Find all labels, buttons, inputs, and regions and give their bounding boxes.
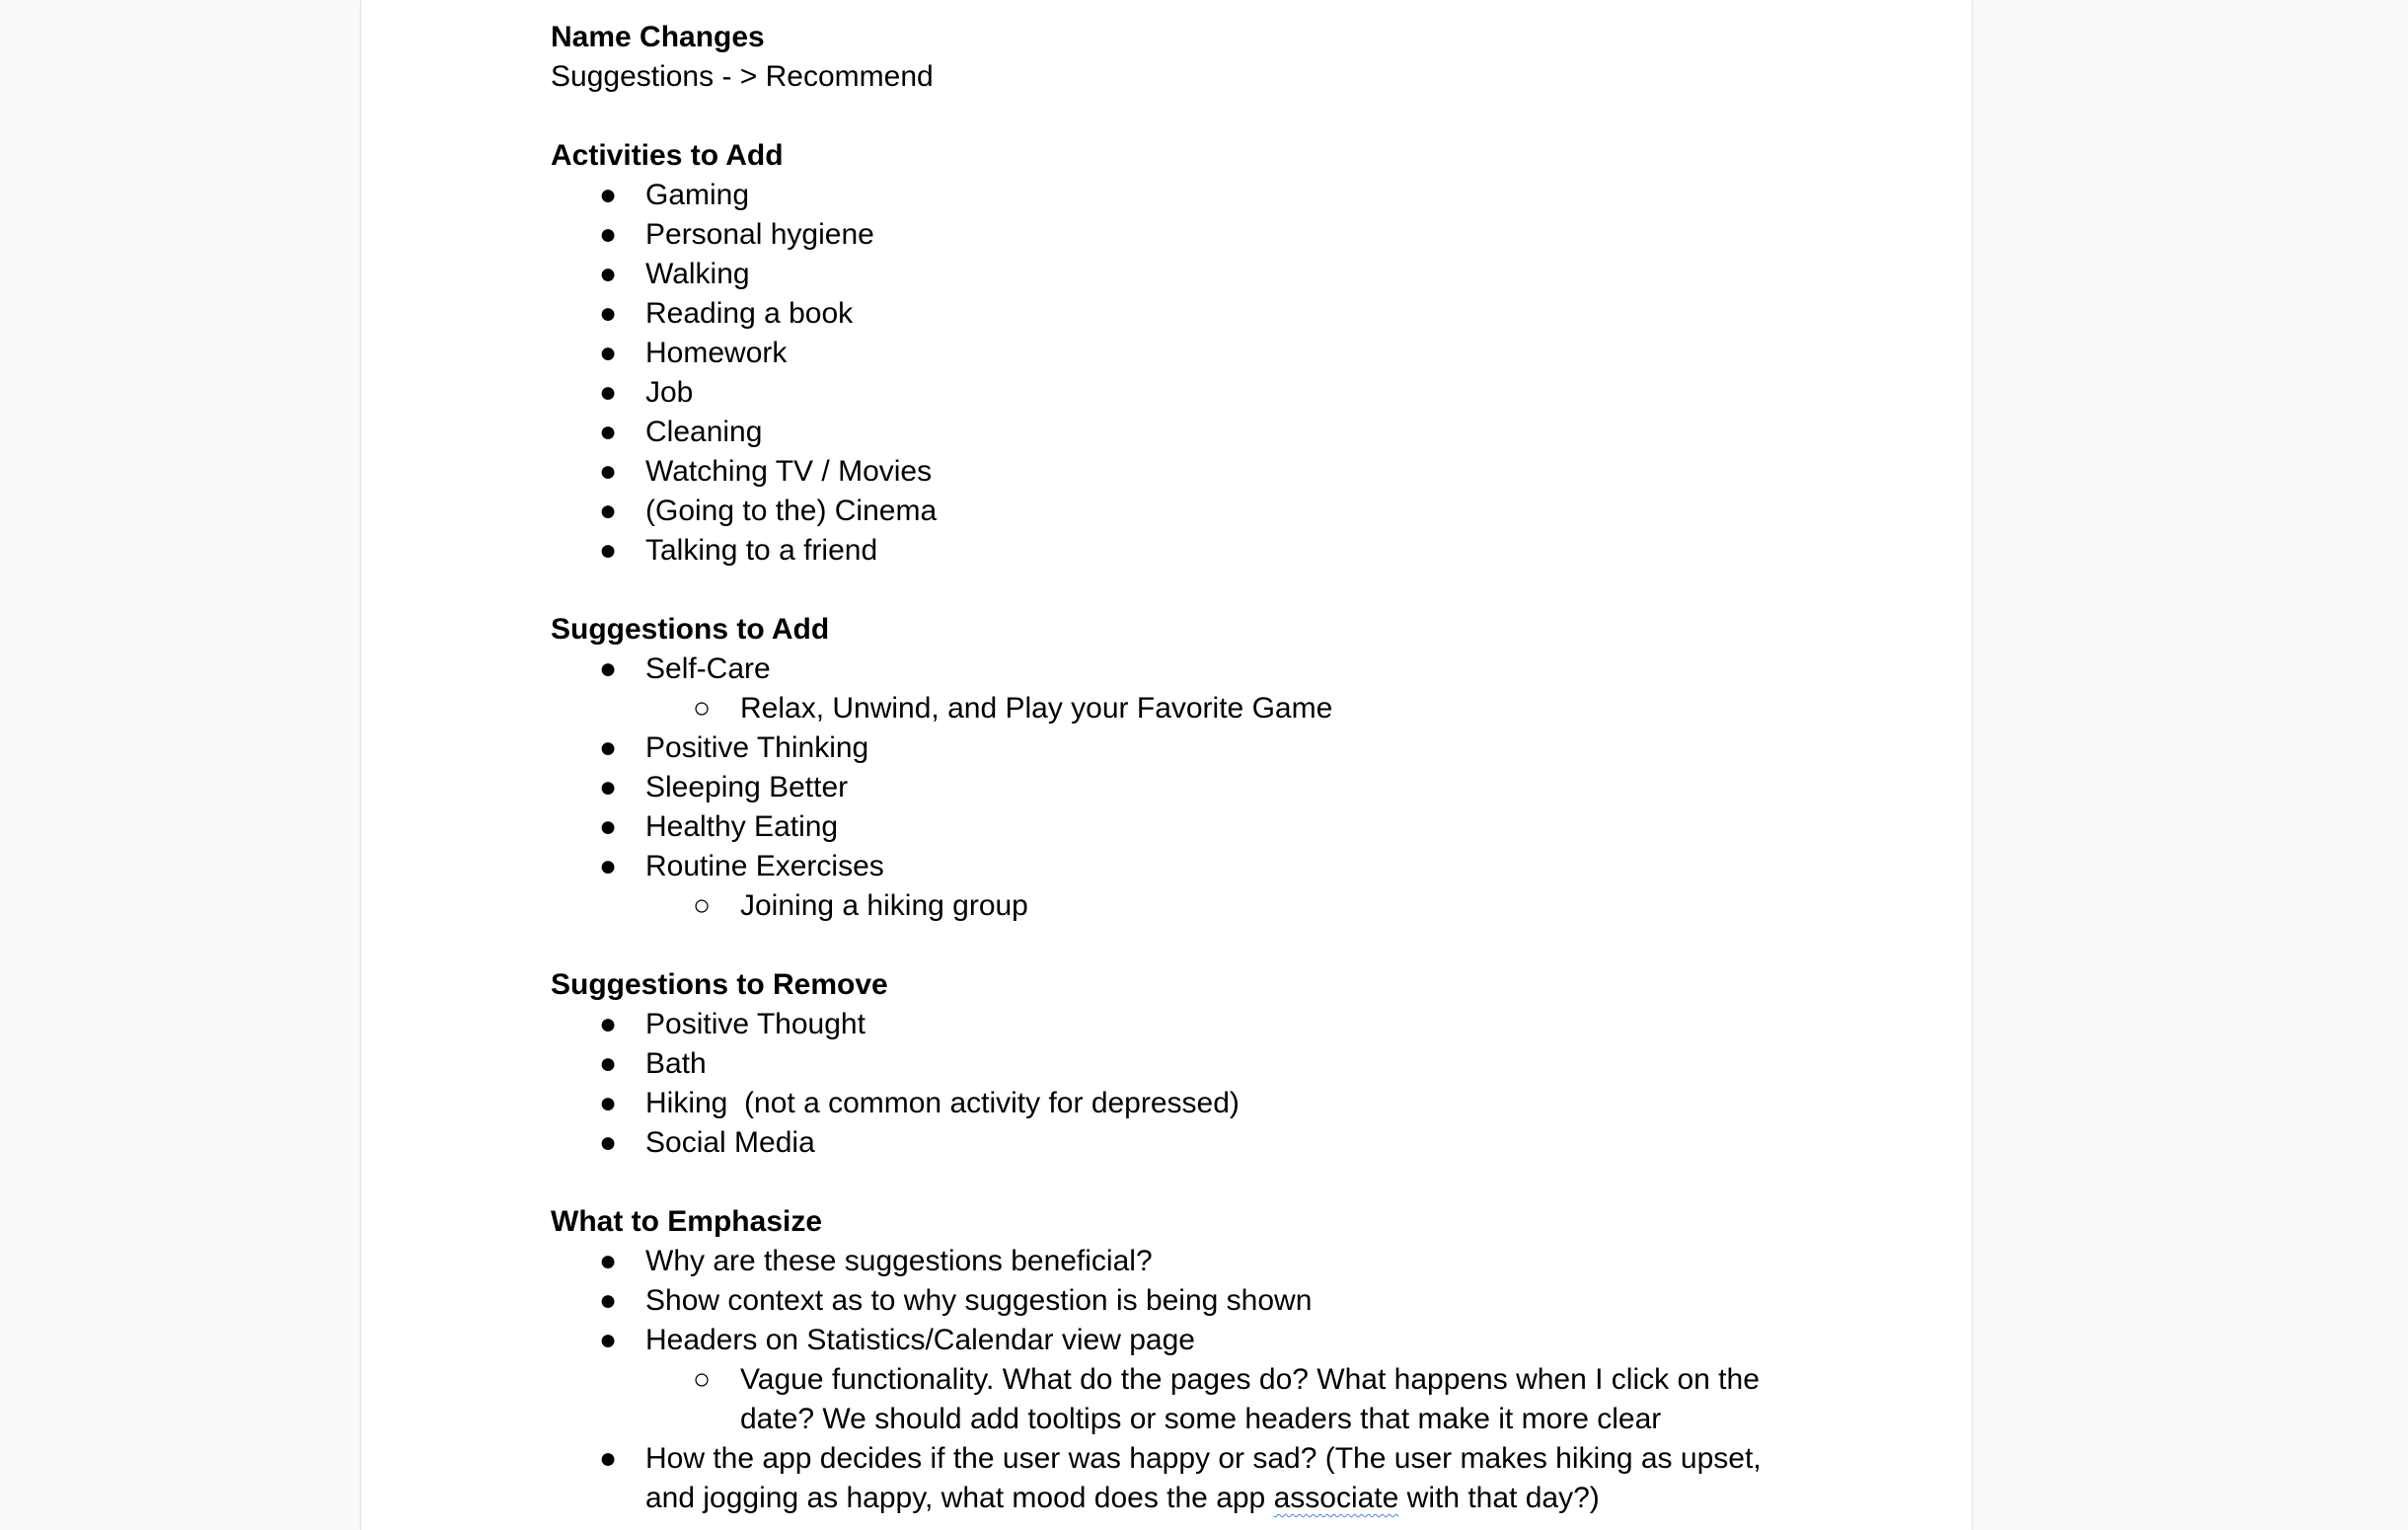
list-item [551, 492, 1834, 531]
bullet-icon: ● [598, 416, 618, 448]
list-item [551, 531, 1834, 571]
list-item-text: Positive Thought [645, 1008, 865, 1040]
bullet-icon: ● [598, 1442, 618, 1475]
list-item [551, 334, 1834, 373]
bullet-icon: ● [598, 1008, 618, 1040]
bullet-icon: ● [598, 810, 618, 843]
list-item-text: Watching TV / Movies [645, 455, 933, 488]
bullet-icon: ● [598, 337, 618, 369]
list-item-text: Personal hygiene [645, 218, 874, 251]
list-item [551, 1044, 1834, 1084]
bullet-icon: ● [598, 1126, 618, 1159]
list-item-text: Job [645, 376, 694, 409]
bullet-icon: ● [598, 771, 618, 803]
list-item-text: Reading a book [645, 297, 854, 330]
sub-list-item [551, 886, 1834, 926]
list-item [551, 768, 1834, 807]
list-item [551, 294, 1834, 334]
list-item-text: Why are these suggestions beneficial? [645, 1245, 1153, 1277]
emphasize-heading: What to Emphasize [551, 1205, 823, 1238]
list-item [551, 728, 1834, 768]
bullet-icon: ● [598, 731, 618, 764]
list-item-text: Positive Thinking [645, 731, 869, 764]
list-item [551, 1242, 1834, 1281]
sub-list-item-text: Relax, Unwind, and Play your Favorite Game [740, 692, 1333, 725]
sub-list-item-text: Joining a hiking group [740, 889, 1028, 922]
list-item [551, 807, 1834, 847]
bullet-icon: ● [598, 258, 618, 290]
list-item-text: Bath [645, 1047, 707, 1080]
list-item-text: Cleaning [645, 416, 763, 448]
list-item [551, 176, 1834, 215]
list-item-text: Headers on Statistics/Calendar view page [645, 1324, 1195, 1356]
bullet-icon: ● [598, 1284, 618, 1317]
list-item-text: Hiking (not a common activity for depressed) [645, 1087, 1240, 1119]
hollow-bullet-icon: ○ [692, 889, 712, 922]
document-page[interactable] [361, 0, 1972, 1530]
list-item-text: (Going to the) Cinema [645, 495, 938, 527]
list-item-text: Sleeping Better [645, 771, 849, 803]
suggestions-add-heading: Suggestions to Add [551, 613, 830, 646]
list-item [551, 1123, 1834, 1163]
list-item-text: Walking [645, 258, 750, 290]
sub-list-item [551, 1360, 1831, 1439]
list-item-text: Healthy Eating [645, 810, 839, 843]
list-item-text: Homework [645, 337, 788, 369]
list-item [551, 1084, 1834, 1123]
list-item [551, 1281, 1834, 1321]
list-item-text [645, 1442, 1762, 1514]
bullet-icon: ● [598, 534, 618, 567]
list-item [551, 452, 1834, 492]
list-item [551, 1321, 1834, 1360]
name-changes-line: Suggestions - > Recommend [551, 60, 934, 93]
sub-list-item [551, 689, 1834, 728]
list-item-text: Social Media [645, 1126, 815, 1159]
bullet-icon: ● [598, 376, 618, 409]
blank-line [551, 571, 1834, 610]
bullet-icon: ● [598, 297, 618, 330]
list-item-text: Self-Care [645, 652, 771, 685]
bullet-icon: ● [598, 1047, 618, 1080]
sub-list-item-text: Vague functionality. What do the pages do? What happens when I click on the date? We should add tooltips or some headers that make it more clear [740, 1363, 1760, 1435]
activities-heading: Activities to Add [551, 139, 784, 172]
list-item [551, 413, 1834, 452]
bullet-icon: ● [598, 1324, 618, 1356]
blank-line [551, 97, 1834, 136]
spellcheck-flagged-word[interactable]: associate [1273, 1482, 1399, 1514]
bullet-icon: ● [598, 850, 618, 882]
bullet-icon: ● [598, 179, 618, 211]
blank-line [551, 1163, 1834, 1202]
list-item-text: Show context as to why suggestion is being shown [645, 1284, 1313, 1317]
list-item-text: Talking to a friend [645, 534, 878, 567]
hollow-bullet-icon: ○ [692, 692, 712, 725]
list-item-text: Routine Exercises [645, 850, 884, 882]
list-item [551, 215, 1834, 255]
bullet-icon: ● [598, 495, 618, 527]
bullet-icon: ● [598, 1087, 618, 1119]
list-item [551, 1005, 1834, 1044]
hollow-bullet-icon: ○ [692, 1363, 712, 1396]
list-item-text: Gaming [645, 179, 750, 211]
list-item [551, 650, 1834, 689]
list-item-text-part: with that day?) [1398, 1482, 1600, 1514]
list-item [551, 847, 1834, 886]
list-item [551, 255, 1834, 294]
list-item-text-part: How the app decides if the user was happy or sad? (The user makes hiking as upset, and jogging as happy, what mood does the app [645, 1442, 1762, 1514]
blank-line [551, 926, 1834, 965]
bullet-icon: ● [598, 1245, 618, 1277]
list-item [551, 373, 1834, 413]
name-changes-heading: Name Changes [551, 21, 765, 53]
suggestions-remove-heading: Suggestions to Remove [551, 968, 888, 1001]
bullet-icon: ● [598, 218, 618, 251]
bullet-icon: ● [598, 455, 618, 488]
bullet-icon: ● [598, 652, 618, 685]
list-item [551, 1439, 1810, 1518]
document-body[interactable] [551, 18, 1834, 1518]
